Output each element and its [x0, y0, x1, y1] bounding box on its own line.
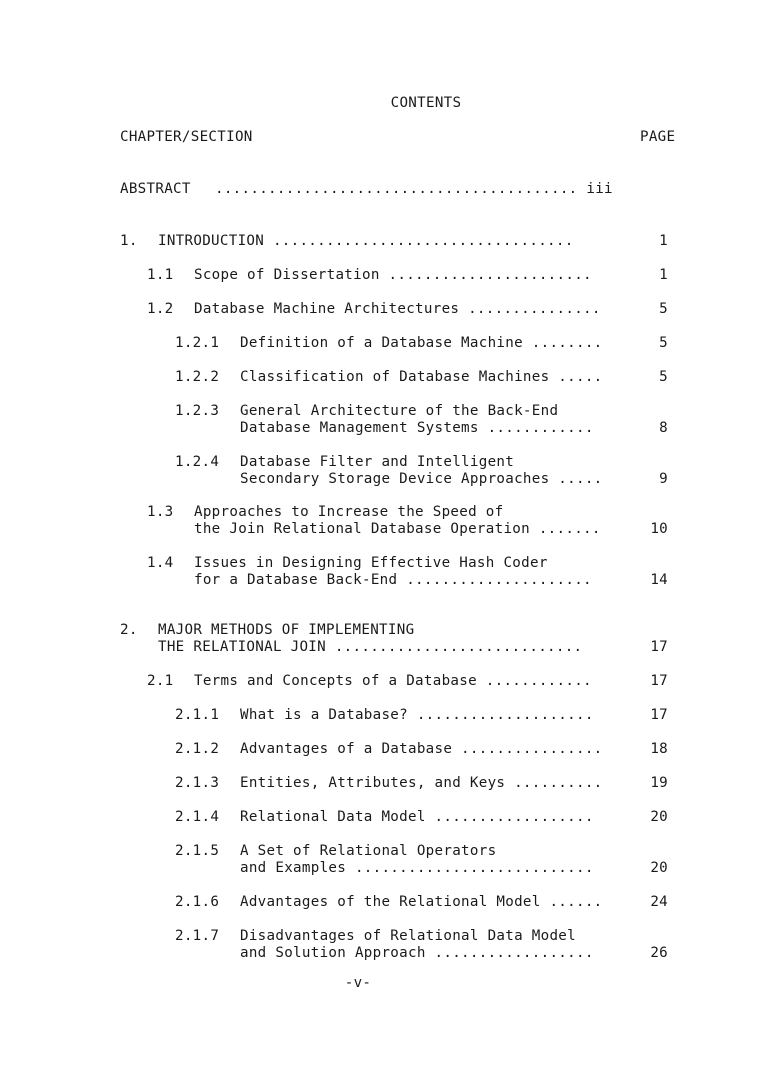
toc-entry-title-line: ......................................... iii: [215, 181, 613, 197]
toc-entry: [0, 928, 760, 968]
toc-entry-title-line: Advantages of a Database ................: [240, 741, 603, 757]
toc-entry-number: 1.2.4: [175, 454, 220, 470]
toc-entry-number: 1.2.3: [175, 403, 220, 419]
toc-entry-page: 5: [659, 369, 668, 385]
toc-entry: [0, 555, 760, 595]
page-number: -v-: [344, 975, 372, 991]
toc-entry-page: 17: [650, 673, 668, 689]
toc-entry-page: 14: [650, 572, 668, 588]
toc-entry-page: 26: [650, 945, 668, 961]
toc-entry-number: 2.1.6: [175, 894, 220, 910]
toc-entry-title-line: the Join Relational Database Operation .......: [194, 521, 601, 537]
toc-entry-title-line: Secondary Storage Device Approaches .....: [240, 471, 603, 487]
toc-entry-title-line: Relational Data Model ..................: [240, 809, 594, 825]
toc-entry-number: 1.2.2: [175, 369, 220, 385]
toc-entry-number: 2.1.3: [175, 775, 220, 791]
toc-entry-page: 17: [650, 707, 668, 723]
toc-entry-title-line: for a Database Back-End .....................: [194, 572, 592, 588]
toc-entry-title-line: Entities, Attributes, and Keys ..........: [240, 775, 603, 791]
toc-entry-number: 2.1.4: [175, 809, 220, 825]
toc-entry-number: 1.: [120, 233, 138, 249]
toc-entry-page: 20: [650, 809, 668, 825]
toc-entry-title-line: A Set of Relational Operators: [240, 843, 497, 859]
toc-entry-title-line: Scope of Dissertation .......................: [194, 267, 592, 283]
toc-entry-number: 2.1.7: [175, 928, 220, 944]
toc-entry-page: 20: [650, 860, 668, 876]
toc-entry-title-line: What is a Database? ....................: [240, 707, 594, 723]
toc-entry-number: 1.2.1: [175, 335, 220, 351]
toc-entry-page: 18: [650, 741, 668, 757]
toc-entry-page: 19: [650, 775, 668, 791]
toc-entry-number: 1.3: [147, 504, 174, 520]
toc-entry-title-line: Terms and Concepts of a Database ............: [194, 673, 592, 689]
toc-entry-title-line: Approaches to Increase the Speed of: [194, 504, 504, 520]
toc-entry-page: 8: [659, 420, 668, 436]
toc-entry-title-line: Classification of Database Machines .....: [240, 369, 603, 385]
toc-entry-page: 24: [650, 894, 668, 910]
toc-entry-title-line: Database Machine Architectures ...............: [194, 301, 601, 317]
toc-entry-number: 2.1: [147, 673, 174, 689]
toc-entry-title-line: and Solution Approach ..................: [240, 945, 594, 961]
toc-entry-title-line: Advantages of the Relational Model ......: [240, 894, 603, 910]
toc-entry-title-line: and Examples ...........................: [240, 860, 594, 876]
page-title: CONTENTS: [390, 95, 462, 111]
toc-entry-title-line: THE RELATIONAL JOIN ............................: [158, 639, 583, 655]
toc-entry-title-line: MAJOR METHODS OF IMPLEMENTING: [158, 622, 415, 638]
toc-entry-title-line: Issues in Designing Effective Hash Coder: [194, 555, 548, 571]
toc-entry-page: 5: [659, 335, 668, 351]
toc-entry-number: 1.2: [147, 301, 174, 317]
toc-entry: [0, 454, 760, 494]
toc-entry: [0, 843, 760, 883]
toc-entry-page: 1: [659, 267, 668, 283]
toc-entry-number: 2.: [120, 622, 138, 638]
header-chapter-section: CHAPTER/SECTION: [120, 129, 253, 145]
toc-entry-number: 1.4: [147, 555, 174, 571]
toc-entry-page: 1: [659, 233, 668, 249]
toc-entry-title-line: Disadvantages of Relational Data Model: [240, 928, 576, 944]
toc-entry: [0, 622, 760, 662]
toc-entry-number: 2.1.5: [175, 843, 220, 859]
toc-entry: [0, 504, 760, 544]
header-page: PAGE: [640, 129, 676, 145]
toc-entry-number: 1.1: [147, 267, 174, 283]
toc-entry-title-line: Database Filter and Intelligent: [240, 454, 515, 470]
toc-entry-title-line: General Architecture of the Back-End: [240, 403, 559, 419]
toc-entry-page: 10: [650, 521, 668, 537]
toc-entry-page: 9: [659, 471, 668, 487]
toc-entry: [0, 181, 760, 221]
toc-entry-page: 17: [650, 639, 668, 655]
toc-entry-title-line: Database Management Systems ............: [240, 420, 594, 436]
toc-entry-number: 2.1.1: [175, 707, 220, 723]
toc-entry-title-line: INTRODUCTION ..................................: [158, 233, 574, 249]
toc-entry-title-line: Definition of a Database Machine ........: [240, 335, 603, 351]
toc-entry: [0, 403, 760, 443]
toc-entry-number: ABSTRACT: [120, 181, 191, 197]
toc-entry-page: 5: [659, 301, 668, 317]
toc-entry-number: 2.1.2: [175, 741, 220, 757]
